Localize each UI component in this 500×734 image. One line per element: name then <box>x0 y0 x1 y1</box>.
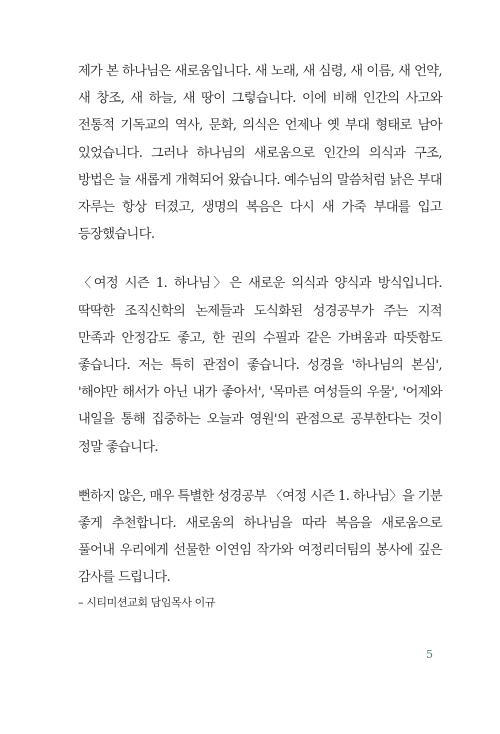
paragraph-3: 뻔하지 않은, 매우 특별한 성경공부 〈여정 시즌 1. 하나님〉을 기분 좋게 추천합니다. 새로움의 하나님을 따라 복음을 새로움으로 풀어내 우리에게 선물한 이연임 작가와 여정리더팀의 봉사에 깊은 감사를 드립니다. <box>78 488 442 586</box>
recommendation-text <box>78 58 442 610</box>
paragraph-2: 〈여정 시즌 1. 하나님〉은 새로운 의식과 양식과 방식입니다. 딱딱한 조직신학의 논제들과 도식화된 성경공부가 주는 지적 만족과 안정감도 좋고, 한 권의 수필과 같은 가벼움과 따뜻함도 좋습니다. 저는 특히 관점이 좋습니다. 성경을 '하나님의 본심', '해야만 해서가 아닌 내가 좋아서', '목마른 여성들의 우물', '어제와 내일을 통해 집중하는 오늘과 영원'의 관점으로 공부한다는 것이 정말 좋습니다. <box>78 276 442 455</box>
page-number: 5 <box>426 648 433 661</box>
paragraph-1: 제가 본 하나님은 새로움입니다. 새 노래, 새 심령, 새 이름, 새 언약, 새 창조, 새 하늘, 새 땅이 그렇습니다. 이에 비해 인간의 사고와 전통적 기독교의 역사, 문화, 의식은 언제나 옛 부대 형태로 남아 있었습니다. 그러나 하나님의 새로움으로 인간의 의식과 구조, 방법은 늘 새롭게 개혁되어 왔습니다. 예수님의 말씀처럼 낡은 부대 자루는 항상 터졌고, 생명의 복음은 다시 새 가죽 부대를 입고 등장했습니다. <box>78 64 442 243</box>
signature: – 시티미션교회 담임목사 이규 <box>78 595 216 609</box>
